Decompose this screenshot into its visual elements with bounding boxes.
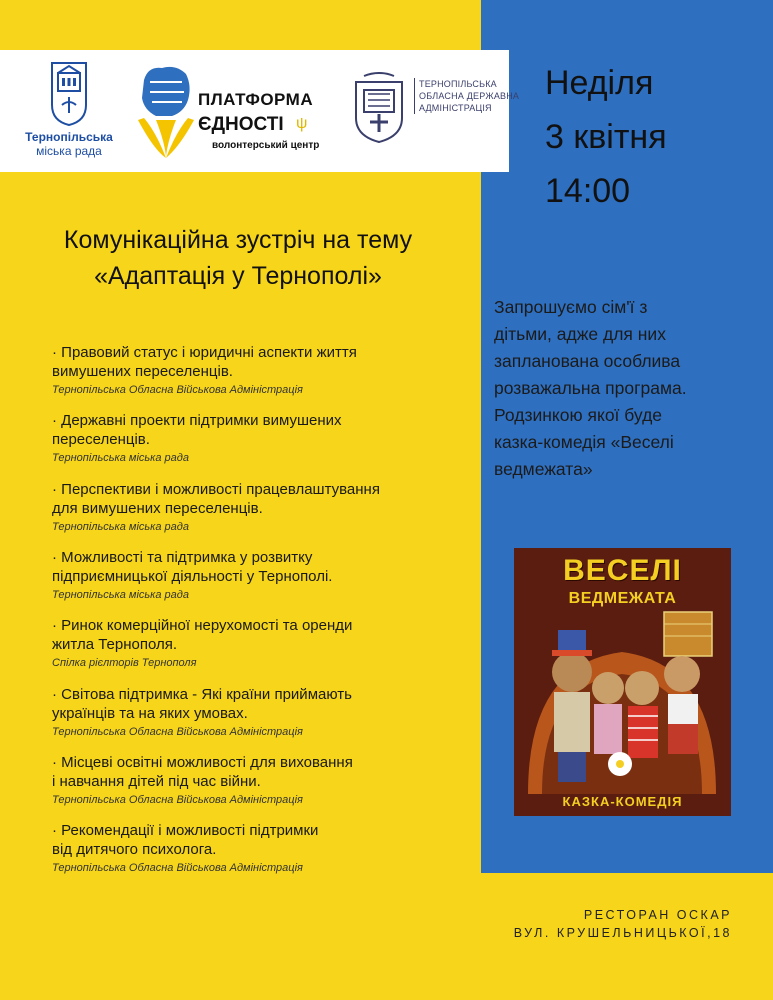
venue-name: РЕСТОРАН ОСКАР: [583, 908, 732, 922]
agenda-item: [52, 480, 472, 535]
agenda-item-source: Тернопільська Обласна Військова Адміністрація: [52, 726, 303, 738]
invitation-line: ведмежата»: [494, 459, 593, 479]
agenda-item: [52, 753, 472, 808]
poster-subtitle: ВЕДМЕЖАТА: [568, 590, 677, 607]
agenda-item-title: [52, 753, 472, 791]
poster-title: ВЕСЕЛІ: [563, 554, 682, 587]
agenda-item-title-line: і навчання дітей під час війни.: [52, 773, 261, 790]
platform-tagline: волонтерський центр: [212, 140, 320, 151]
agenda-item-title-line: житла Тернополя.: [52, 636, 178, 653]
oblast-name-line3: АДМІНІСТРАЦІЯ: [419, 103, 492, 113]
logo-bar: [0, 50, 520, 172]
agenda-item-title: [52, 411, 472, 449]
platform-name-line2: ЄДНОСТІ: [198, 114, 284, 135]
city-crest-icon: [50, 61, 88, 127]
oblast-name-line1: ТЕРНОПІЛЬСЬКА: [419, 79, 497, 89]
agenda-item-title-line: · Рекомендації і можливості підтримки: [52, 822, 319, 839]
agenda-item-title-line: переселенців.: [52, 431, 150, 448]
agenda-item-title-line: вимушених переселенців.: [52, 363, 233, 380]
city-council-logo: [20, 58, 118, 162]
invitation-line: дітьми, адже для них: [494, 324, 666, 344]
agenda-item-title-line: для вимушених переселенців.: [52, 500, 263, 517]
platform-logo: [136, 60, 336, 162]
city-name-line2: міська рада: [36, 144, 102, 158]
agenda-item: [52, 616, 472, 671]
agenda-item: [52, 411, 472, 466]
agenda-item-title-line: · Державні проекти підтримки вимушених: [52, 412, 342, 429]
event-day: Неділя: [545, 64, 654, 102]
event-time: 14:00: [545, 172, 631, 210]
fist-icon: [136, 60, 196, 160]
agenda-item-title-line: · Ринок комерційної нерухомості та оренди: [52, 617, 353, 634]
play-poster: [514, 548, 731, 816]
invitation-line: запланована особлива: [494, 351, 681, 371]
agenda-item-title: [52, 548, 472, 586]
agenda-item: [52, 548, 472, 603]
agenda-item-title: [52, 616, 472, 654]
invitation-line: Родзинкою якої буде: [494, 405, 663, 425]
oblast-administration-logo: [350, 72, 520, 152]
oblast-name-line2: ОБЛАСНА ДЕРЖАВНА: [419, 91, 520, 101]
event-date: 3 квітня: [545, 118, 667, 156]
agenda-item: [52, 685, 472, 740]
agenda-item-source: Тернопільська Обласна Військова Адміністрація: [52, 384, 303, 396]
agenda-item-source: Спілка рієлторів Тернополя: [52, 657, 197, 669]
invitation-line: Запрошуємо сім'ї з: [494, 297, 648, 317]
invitation-line: казка-комедія «Веселі: [494, 432, 674, 452]
invitation-text: [494, 294, 764, 483]
agenda-item-title-line: від дитячого психолога.: [52, 841, 217, 858]
agenda-item-title-line: українців та на яких умовах.: [52, 705, 248, 722]
bears-illustration: [514, 604, 731, 794]
trident-icon: ψ: [296, 115, 308, 132]
agenda-item-title: [52, 821, 472, 859]
agenda-item-source: Тернопільська Обласна Військова Адміністрація: [52, 794, 303, 806]
agenda-item-source: Тернопільська міська рада: [52, 589, 189, 601]
agenda-item-title-line: підприємницької діяльності у Тернополі.: [52, 568, 333, 585]
agenda-item-source: Тернопільська міська рада: [52, 452, 189, 464]
oblast-name: [414, 78, 519, 114]
agenda-item: [52, 343, 472, 398]
headline-line1: Комунікаційна зустріч на тему: [63, 226, 413, 254]
city-name-line1: Тернопільська: [25, 130, 113, 144]
venue-address: ВУЛ. КРУШЕЛЬНИЦЬКОЇ,18: [513, 926, 732, 940]
event-datetime: [545, 56, 667, 218]
agenda-item-title-line: · Місцеві освітні можливості для виховання: [52, 754, 353, 771]
agenda-item-title: [52, 343, 472, 381]
poster-genre: КАЗКА-КОМЕДІЯ: [562, 794, 683, 809]
platform-name-line1: ПЛАТФОРМА: [198, 90, 314, 109]
oblast-crest-icon: [350, 72, 408, 144]
agenda-item-title-line: · Перспективи і можливості працевлаштування: [52, 481, 380, 498]
agenda-item: [52, 821, 472, 876]
headline-line2: «Адаптація у Тернополі»: [94, 262, 382, 290]
invitation-line: розважальна програма.: [494, 378, 687, 398]
agenda-item-title-line: · Правовий статус і юридичні аспекти життя: [52, 344, 357, 361]
agenda-item-title: [52, 480, 472, 518]
headline: [0, 222, 476, 294]
agenda-item-source: Тернопільська міська рада: [52, 521, 189, 533]
venue: [500, 906, 732, 942]
agenda-item-source: Тернопільська Обласна Військова Адміністрація: [52, 862, 303, 874]
agenda-item-title: [52, 685, 472, 723]
agenda-item-title-line: · Світова підтримка - Які країни приймають: [52, 686, 352, 703]
agenda-item-title-line: · Можливості та підтримка у розвитку: [52, 549, 313, 566]
